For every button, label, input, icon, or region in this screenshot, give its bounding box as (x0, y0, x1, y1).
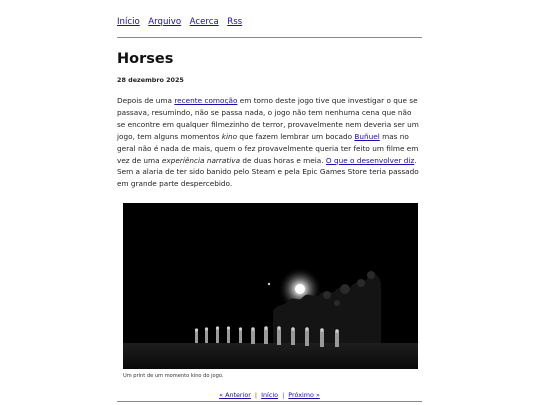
post-body (117, 95, 422, 190)
pager-prev-link[interactable]: « Anterior (219, 391, 251, 399)
pager-separator: | (254, 391, 258, 399)
nav-link-rss[interactable]: Rss (227, 17, 243, 27)
body-em-experiencia: experiência narrativa (161, 155, 241, 165)
body-em-kino: kino (221, 131, 238, 141)
body-text-6: . Sem a alaria de ter sido banido pelo Steam e pela Epic Games Store teria passado em grande parte despercebido. (117, 155, 419, 189)
post-date: 28 dezembro 2025 (117, 76, 184, 84)
post-title: Horses (117, 51, 174, 67)
nav-link-acerca[interactable]: Acerca (189, 17, 219, 27)
link-bunuel[interactable]: Buñuel (354, 131, 380, 141)
body-text-4: mas no geral não é nada de mais, quem o fez provavelmente queria ter feito um filme em vez de uma (117, 131, 419, 165)
body-text-2: em torno deste jogo tive que investigar o que se passava, resumindo, não se passa nada, o jogo não tem nenhuma cena que não se encontre em qualquer filmezinho de terror, provavelmente nem deveria ser um jogo, tem alguns momentos (117, 96, 419, 141)
game-screenshot-illustration (123, 203, 418, 369)
pager-next-link[interactable]: Próximo » (288, 391, 320, 399)
image-caption: Um print de um momento kino do jogo. (123, 373, 224, 379)
post-pagination (117, 391, 422, 399)
top-nav (117, 17, 251, 27)
post-image (123, 203, 418, 369)
body-text-5: de duas horas e meia. (240, 155, 326, 165)
pager-home-link[interactable]: Início (261, 391, 279, 399)
footer-divider (117, 401, 422, 402)
link-desenvolver-diz[interactable]: O que o desenvolver diz (325, 155, 415, 165)
moon (295, 284, 305, 294)
body-text-3: que fazem lembrar um bocado (237, 131, 355, 141)
pager-separator: | (282, 391, 285, 399)
link-recente-comocao[interactable]: recente comoção (174, 96, 238, 105)
star (268, 283, 270, 285)
body-text-1: Depois de uma (117, 96, 175, 105)
nav-link-arquivo[interactable]: Arquivo (148, 17, 182, 27)
ground (123, 343, 418, 369)
nav-link-inicio[interactable]: Início (117, 17, 140, 27)
header-divider (117, 37, 422, 38)
